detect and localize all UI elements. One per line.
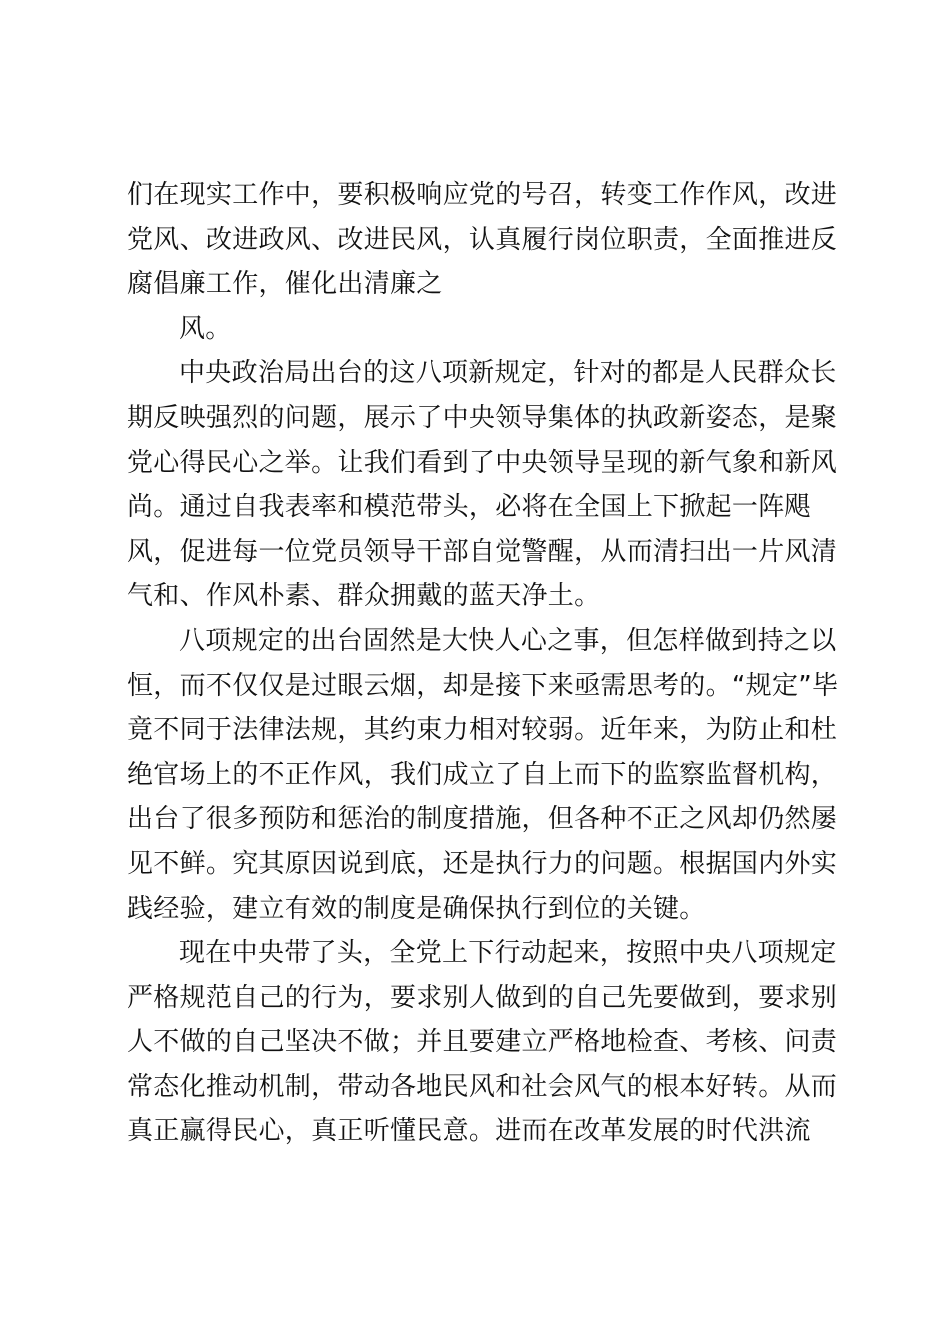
text-line: 风，促进每一位党员领导干部自觉警醒，从而清扫出一片风清 xyxy=(127,536,838,567)
paragraph-continuation xyxy=(127,173,838,307)
paragraph xyxy=(127,619,839,931)
text-line: 风。 xyxy=(179,313,232,344)
text-line: 绝官场上的不正作风，我们成立了自上而下的监察监督机构， xyxy=(127,759,838,790)
text-line: 真正赢得民心，真正听懂民意。进而在改革发展的时代洪流 xyxy=(127,1116,811,1147)
text-line: 常态化推动机制，带动各地民风和社会风气的根本好转。从而 xyxy=(127,1071,838,1102)
paragraph xyxy=(127,931,838,1154)
text-line: 尚。通过自我表率和模范带头，必将在全国上下掀起一阵飓 xyxy=(127,492,811,523)
text-line: 八项规定的出台固然是大快人心之事，但怎样做到持之以 xyxy=(179,625,837,656)
text-line: 现在中央带了头，全党上下行动起来，按照中央八项规定 xyxy=(179,938,837,969)
paragraph-fragment xyxy=(127,307,827,352)
text-line: 气和、作风朴素、群众拥戴的蓝天净土。 xyxy=(127,581,601,612)
text-line: 竟不同于法律法规，其约束力相对较弱。近年来，为防止和杜 xyxy=(127,715,838,746)
text-line: 党心得民心之举。让我们看到了中央领导呈现的新气象和新风 xyxy=(127,447,838,478)
text-line: 腐倡廉工作，催化出清廉之 xyxy=(127,269,443,300)
text-line: 见不鲜。究其原因说到底，还是执行力的问题。根据国内外实 xyxy=(127,848,838,879)
text-line: 践经验，建立有效的制度是确保执行到位的关键。 xyxy=(127,893,706,924)
body-text xyxy=(127,173,839,1154)
text-line: 恒，而不仅仅是过眼云烟，却是接下来亟需思考的。“规定”毕 xyxy=(127,670,839,701)
text-line: 出台了很多预防和惩治的制度措施，但各种不正之风却仍然屡 xyxy=(127,804,838,835)
text-line: 党风、改进政风、改进民风，认真履行岗位职责，全面推进反 xyxy=(127,224,838,255)
text-line: 人不做的自己坚决不做；并且要建立严格地检查、考核、问责 xyxy=(127,1027,838,1058)
text-line: 们在现实工作中，要积极响应党的号召，转变工作作风，改进 xyxy=(127,180,838,210)
text-line: 中央政治局出台的这八项新规定，针对的都是人民群众长 xyxy=(179,358,837,389)
text-line: 期反映强烈的问题，展示了中央领导集体的执政新姿态，是聚 xyxy=(127,402,838,433)
text-line: 严格规范自己的行为，要求别人做到的自己先要做到，要求别 xyxy=(127,982,838,1013)
paragraph xyxy=(127,351,838,619)
